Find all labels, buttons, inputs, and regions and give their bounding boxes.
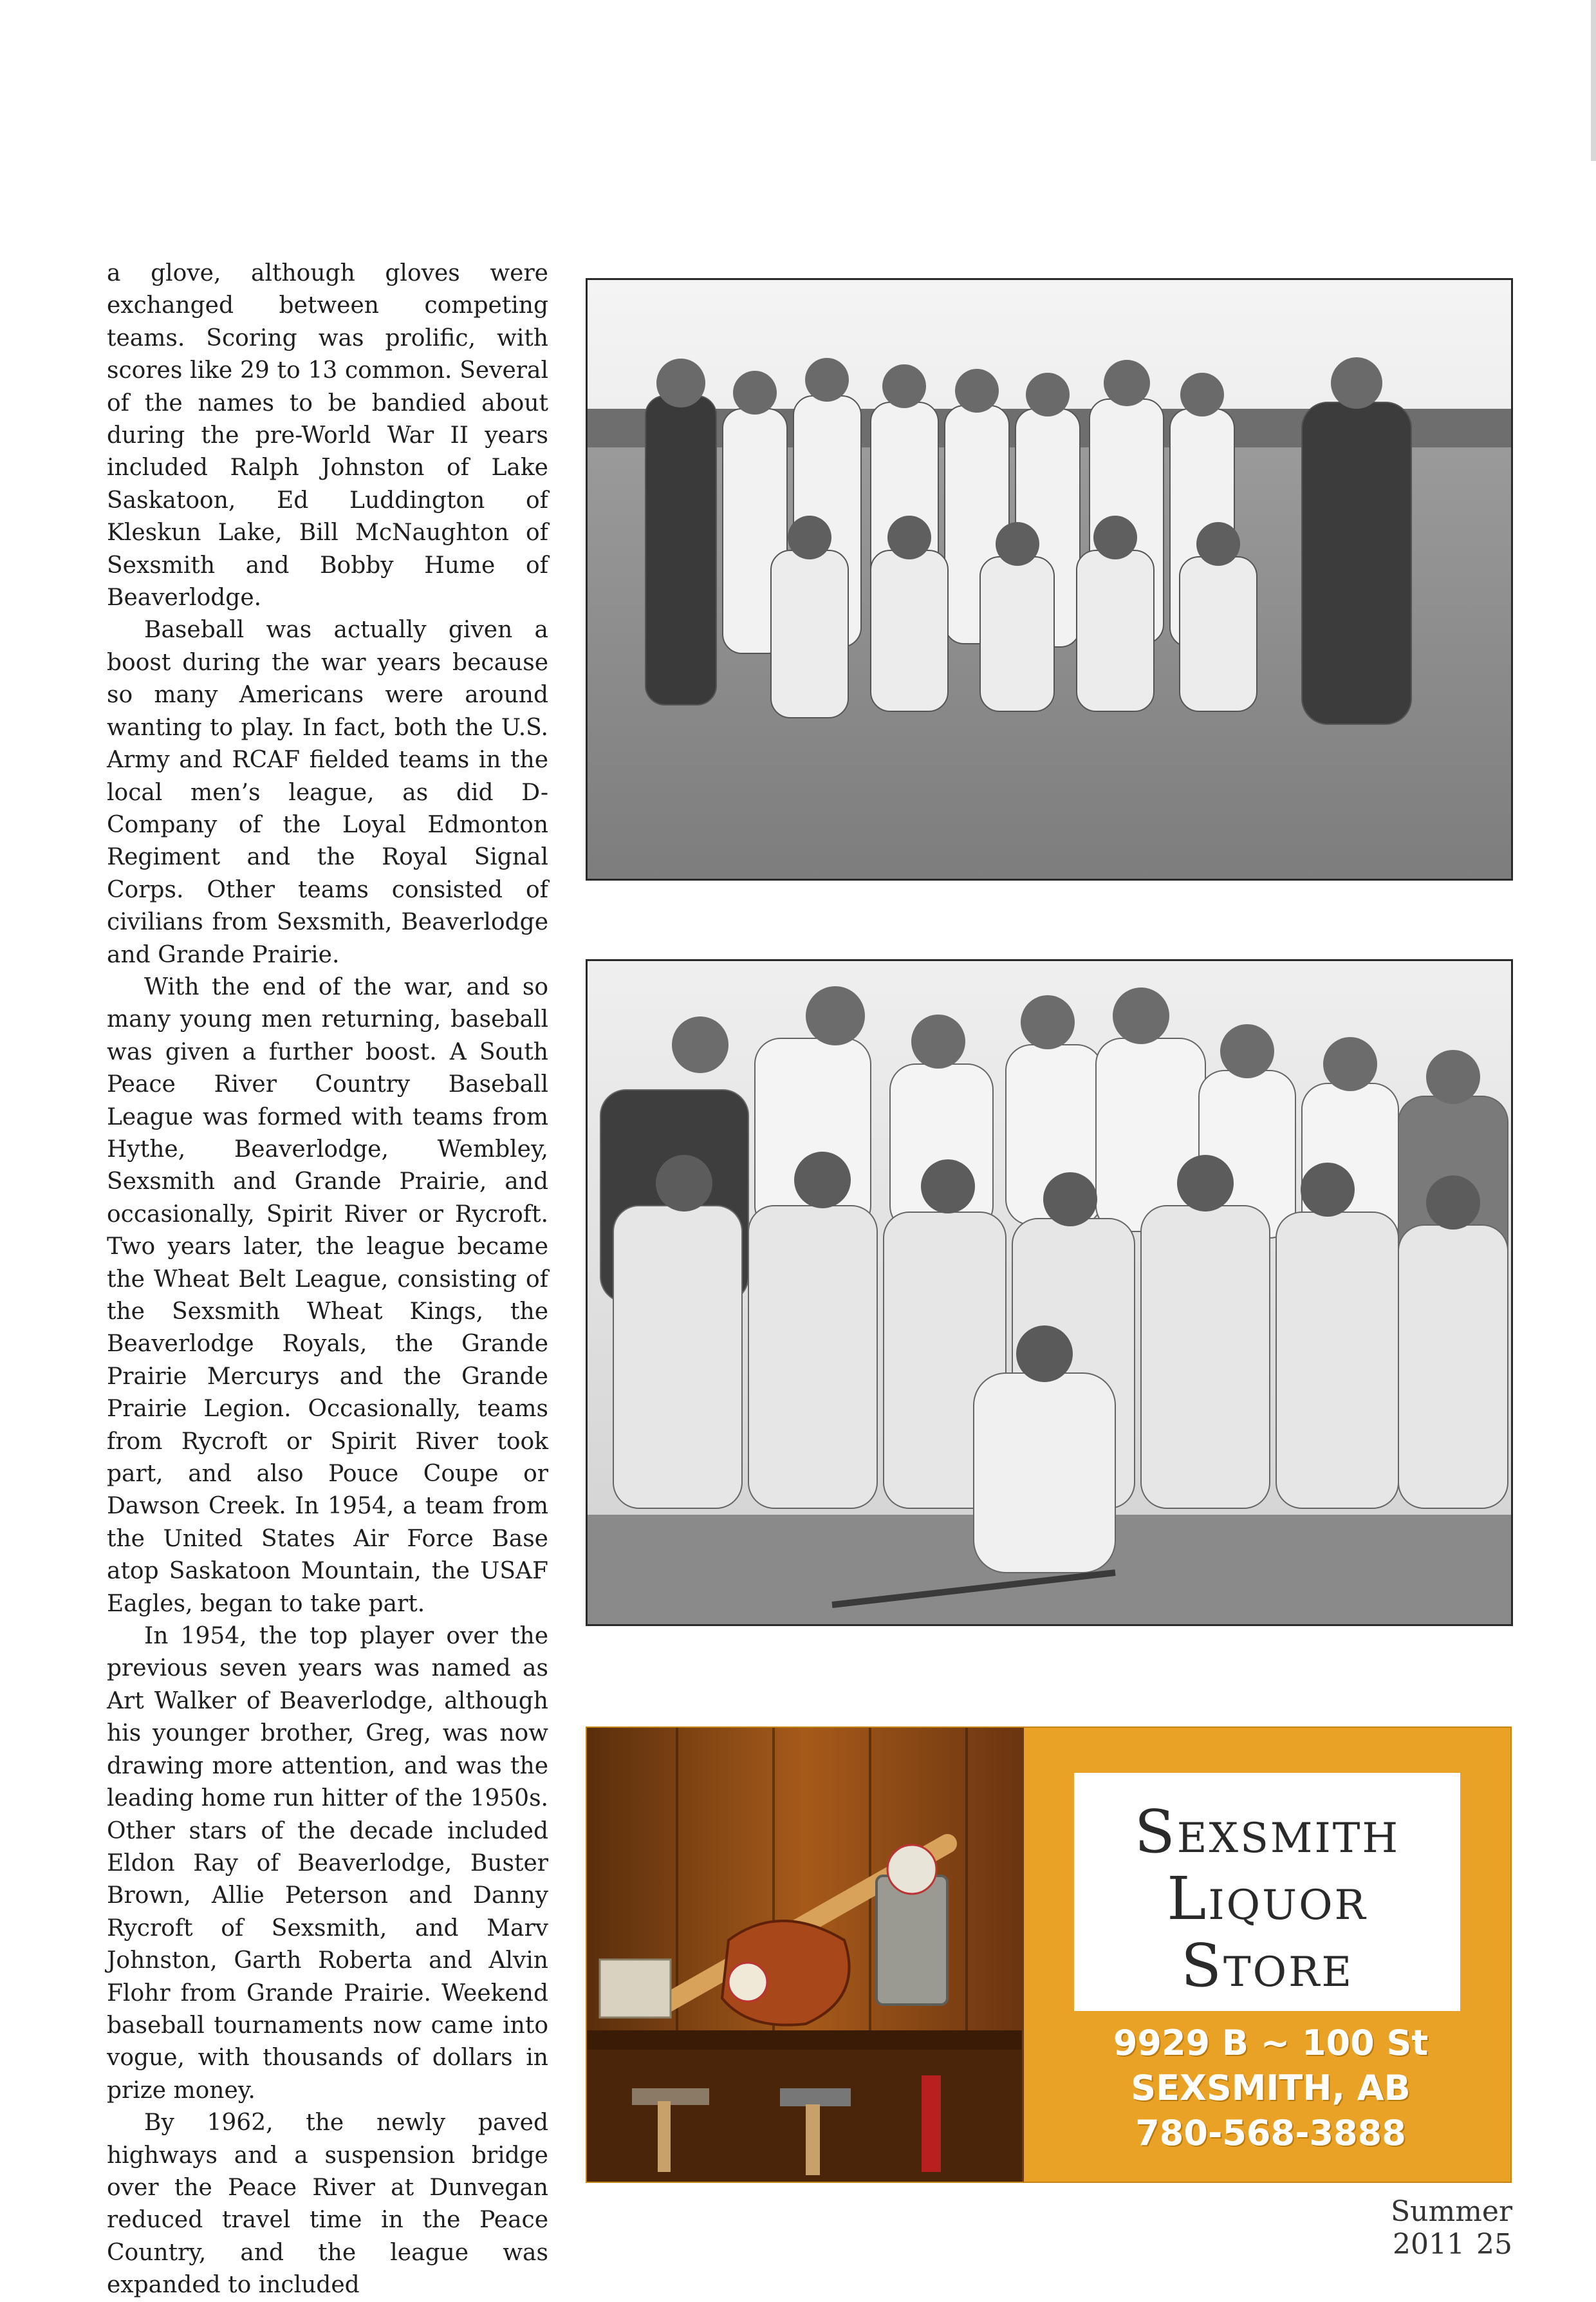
issue-label: Summer 2011: [1391, 2195, 1512, 2261]
page-number: 25: [1476, 2228, 1512, 2261]
address-city: SEXSMITH, AB: [1131, 2068, 1411, 2108]
article-paragraph: With the end of the war, and so many young men returning, baseball was given a further boost. A South Peace River Country Baseball League was formed with teams from Hythe, Beaverlodge, Wembley, Sexsmith and Grande Prairie, and occasionally, Spirit River or Rycroft. Two years later, the league became the Wheat Belt League, consisting of the Sexsmith Wheat Kings, the Beaverlodge Royals, the Grande Prairie Mercurys and the Grande Prairie Legion. Occasionally, teams from Rycroft or Spirit River took part, and also Pouce Coupe or Dawson Creek. In 1954, a team from the United States Air Force Base atop Saskatoon Mountain, the USAF Eagles, began to take part.: [107, 973, 548, 1617]
article-paragraph: In 1954, the top player over the previous seven years was named as Art Walker of Beaverlodge, although his younger brother, Greg, was now drawing more attention, and was the leading home run hitter of the 1950s. Other stars of the decade included Eldon Ray of Beaverlodge, Buster Brown, Allie Peterson and Danny Rycroft of Sexsmith, and Marv Johnston, Garth Roberta and Alvin Flohr from Grande Prairie. Weekend baseball tournaments now came into vogue, with thousands of dollars in prize money.: [107, 1623, 548, 2104]
store-name-line-1: Sexsmith: [1134, 1797, 1400, 1866]
article-paragraph: a glove, although gloves were exchanged between competing teams. Scoring was prolific, with scores like 29 to 13 common. Several of the names to be bandied about during the pre-World War II years included Ralph Johnston of Lake Saskatoon, Ed Luddington of Kleskun Lake, Bill McNaughton of Sexsmith and Bobby Hume of Beaverlodge.: [107, 260, 548, 612]
article-paragraph: Baseball was actually given a boost during the war years because so many Americans were around wanting to play. In fact, both the U.S. Army and RCAF fielded teams in the local men’s league, as did D-Company of the Loyal Edmonton Regiment and the Royal Signal Corps. Other teams consisted of civilians from Sexsmith, Beaverlodge and Grande Prairie.: [107, 617, 548, 968]
article-paragraph: By 1962, the newly paved highways and a suspension bridge over the Peace River at Dunvegan reduced travel time in the Peace Country, and the league was expanded to included: [107, 2110, 548, 2299]
store-name-line-2: Liquor: [1167, 1864, 1368, 1933]
store-name-box: [1074, 1773, 1460, 2011]
page-footer: [1287, 2195, 1512, 2261]
team-photo-rainiers: [586, 278, 1513, 881]
liquor-store-advertisement: [586, 1726, 1512, 2183]
article-column: [107, 257, 548, 2302]
team-photo-royals: [586, 959, 1513, 1626]
scan-edge-mark: [1591, 0, 1596, 161]
ad-baseball-still-life-image: [587, 1728, 1024, 2182]
store-address: [1031, 2021, 1510, 2156]
store-name-line-3: Store: [1180, 1931, 1354, 2000]
address-street: 9929 B ~ 100 St: [1113, 2023, 1429, 2063]
store-phone: 780-568-3888: [1135, 2113, 1406, 2153]
